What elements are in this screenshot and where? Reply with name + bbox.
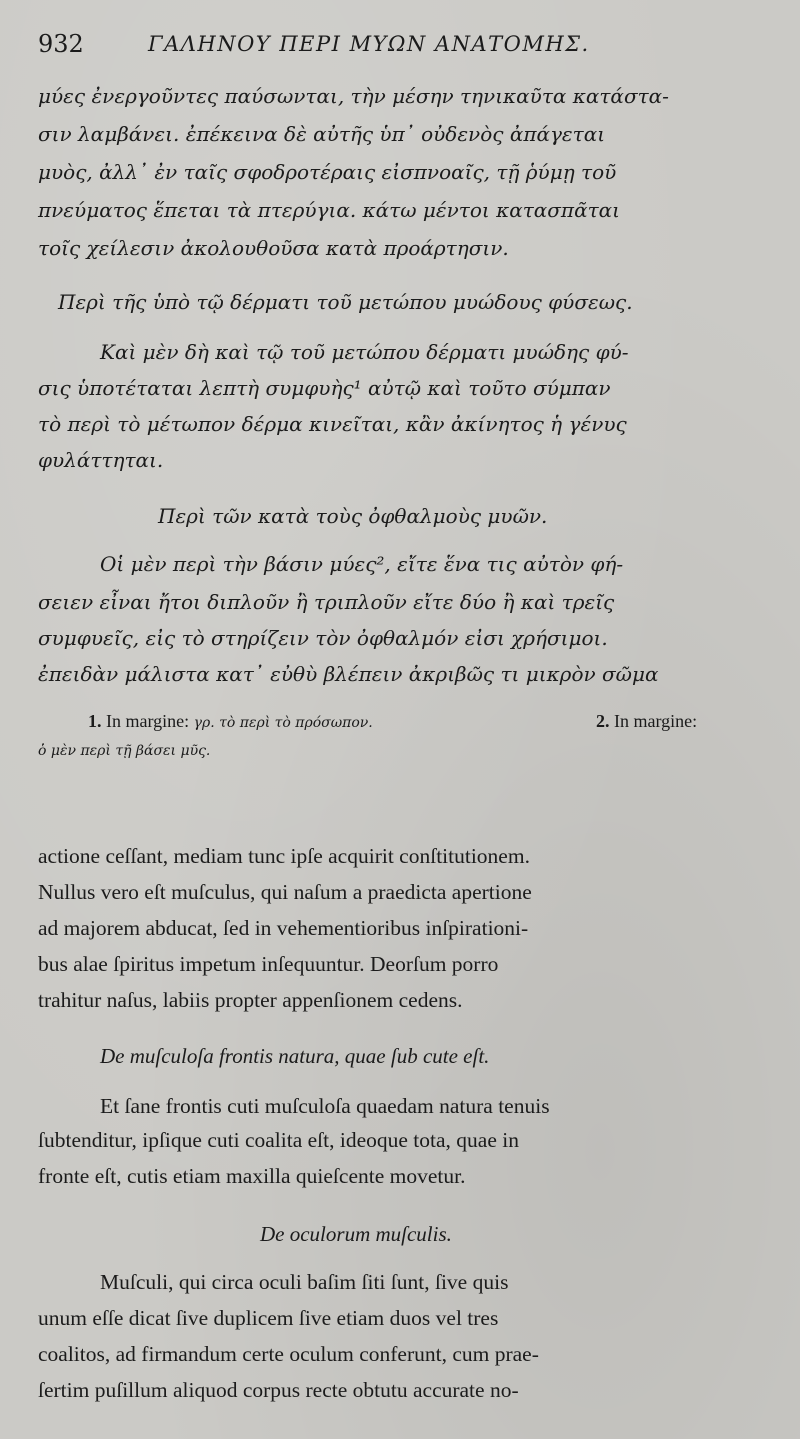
greek-line: τὸ περὶ τὸ μέτωπον δέρμα κινεῖται, κἂν ἀκίνητος ἡ γένυς [38, 412, 627, 436]
latin-line: Nullus vero eſt muſculus, qui naſum a praedicta apertione [38, 880, 532, 904]
latin-line: actione ceſſant, mediam tunc ipſe acquirit conſtitutionem. [38, 844, 530, 868]
footnote-2-label: In margine: [614, 711, 698, 731]
latin-line: fronte eſt, cutis etiam maxilla quieſcente movetur. [38, 1164, 466, 1188]
greek-line: Καὶ μὲν δὴ καὶ τῷ τοῦ μετώπου δέρματι μυώδης φύ- [100, 340, 629, 364]
latin-line: coalitos, ad firmandum certe oculum conferunt, cum prae- [38, 1342, 539, 1366]
footnote-1-number: 1. [88, 711, 102, 731]
footnote-1-greek: γρ. τὸ περὶ τὸ πρόσωπον. [193, 715, 373, 731]
footnote-2-continued [38, 740, 210, 758]
greek-line: σιν λαμβάνει. ἐπέκεινα δὲ αὐτῆς ὑπ᾽ οὐδενὸς ἀπάγεται [38, 122, 606, 146]
latin-line: unum eſſe dicat ſive duplicem ſive etiam duos vel tres [38, 1306, 499, 1330]
greek-line: Οἱ μὲν περὶ τὴν βάσιν μύες², εἴτε ἕνα τις αὐτὸν φή- [100, 552, 624, 576]
greek-heading-eyes: Περὶ τῶν κατὰ τοὺς ὀφθαλμοὺς μυῶν. [158, 504, 548, 528]
latin-line: ſubtenditur, ipſique cuti coalita eſt, ideoque tota, quae in [38, 1128, 519, 1152]
footnote-1-label: In margine: [106, 711, 190, 731]
greek-line: σειεν εἶναι ἤτοι διπλοῦν ἢ τριπλοῦν εἴτε δύο ἢ καὶ τρεῖς [38, 590, 615, 614]
latin-heading-eyes: De oculorum muſculis. [260, 1222, 452, 1246]
greek-line: φυλάττηται. [38, 448, 164, 472]
greek-line: μυὸς, ἀλλ᾽ ἐν ταῖς σφοδροτέραις εἰσπνοαῖς, τῇ ῥύμῃ τοῦ [38, 160, 617, 184]
greek-line: μύες ἐνεργοῦντες παύσωνται, τὴν μέσην τηνικαῦτα κατάστα- [38, 84, 669, 108]
running-head: ΓΑΛΗΝΟΥ ΠΕΡΙ ΜΥΩΝ ΑΝΑΤΟΜΗΣ. [148, 32, 590, 56]
footnote-2-greek: ὁ μὲν περὶ τῇ βάσει μῦς. [38, 743, 211, 759]
greek-line: σις ὑποτέταται λεπτὴ συμφυὴς¹ αὐτῷ καὶ τοῦτο σύμπαν [38, 376, 611, 400]
page-header [38, 30, 758, 66]
latin-line: Et ſane frontis cuti muſculoſa quaedam natura tenuis [100, 1094, 550, 1118]
latin-heading-forehead: De muſculoſa frontis natura, quae ſub cute eſt. [100, 1044, 490, 1068]
footnote-1 [88, 712, 373, 730]
page-number: 932 [38, 30, 84, 58]
greek-line: τοῖς χείλεσιν ἀκολουθοῦσα κατὰ προάρτησιν. [38, 236, 509, 260]
latin-line: ad majorem abducat, ſed in vehementioribus inſpirationi- [38, 916, 529, 940]
greek-heading-forehead: Περὶ τῆς ὑπὸ τῷ δέρματι τοῦ μετώπου μυώδους φύσεως. [58, 290, 633, 314]
greek-line: ἐπειδὰν μάλιστα κατ᾽ εὐθὺ βλέπειν ἀκριβῶς τι μικρὸν σῶμα [38, 662, 659, 686]
latin-line: bus alae ſpiritus impetum inſequuntur. Deorſum porro [38, 952, 499, 976]
latin-line: ſertim puſillum aliquod corpus recte obtutu accurate no- [38, 1378, 519, 1402]
footnote-2 [596, 712, 697, 730]
greek-line: συμφυεῖς, εἰς τὸ στηρίζειν τὸν ὀφθαλμόν εἰσι χρήσιμοι. [38, 626, 608, 650]
footnote-2-number: 2. [596, 711, 610, 731]
latin-line: trahitur naſus, labiis propter appenſionem cedens. [38, 988, 463, 1012]
greek-line: πνεύματος ἕπεται τὰ πτερύγια. κάτω μέντοι κατασπᾶται [38, 198, 620, 222]
latin-line: Muſculi, qui circa oculi baſim ſiti ſunt, ſive quis [100, 1270, 509, 1294]
